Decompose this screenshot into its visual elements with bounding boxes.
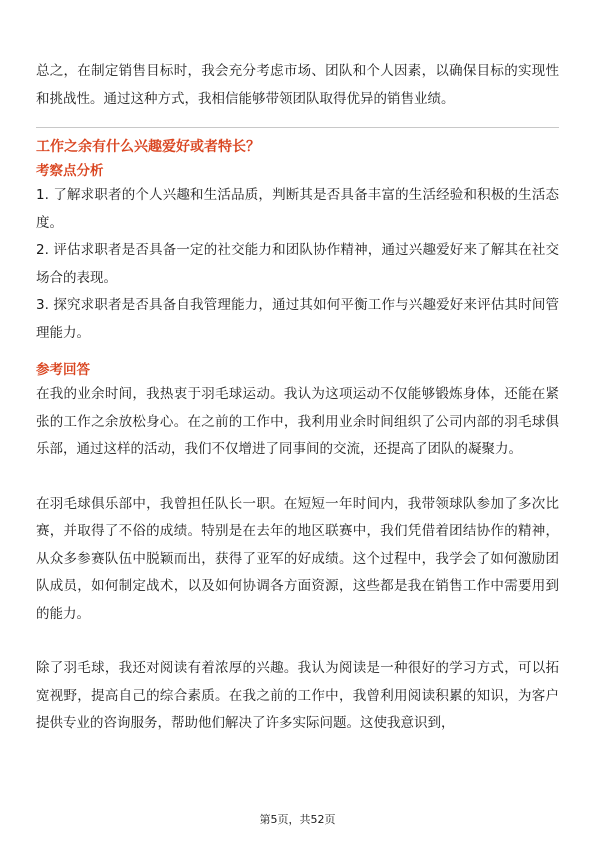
analysis-heading: 考察点分析 bbox=[36, 163, 104, 179]
answer-heading: 参考回答 bbox=[36, 362, 90, 378]
analysis-list bbox=[36, 182, 559, 347]
page-number: 第5页，共52页 bbox=[259, 813, 336, 826]
analysis-item: 1. 了解求职者的个人兴趣和生活品质，判断其是否具备丰富的生活经验和积极的生活态度。 bbox=[36, 187, 559, 231]
section-divider bbox=[36, 127, 559, 128]
answer-paragraph: 除了羽毛球，我还对阅读有着浓厚的兴趣。我认为阅读是一种很好的学习方式，可以拓宽视野，提高自己的综合素质。在我之前的工作中，我曾利用阅读积累的知识，为客户提供专业的咨询服务，帮助他们解决了许多实际问题。这使我意识到， bbox=[36, 660, 559, 731]
paragraph-spacer bbox=[36, 464, 559, 491]
answer-paragraph: 在羽毛球俱乐部中，我曾担任队长一职。在短短一年时间内，我带领球队参加了多次比赛，并取得了不俗的成绩。特别是在去年的地区联赛中，我们凭借着团结协作的精神，从众多参赛队伍中脱颖而出，获得了亚军的好成绩。这个过程中，我学会了如何激励团队成员，如何制定战术，以及如何协调各方面资源，这些都是我在销售工作中需要用到的能力。 bbox=[36, 495, 559, 622]
question-title: 工作之余有什么兴趣爱好或者特长？ bbox=[36, 139, 260, 155]
answer-body bbox=[36, 381, 559, 738]
page-content bbox=[36, 58, 559, 738]
analysis-item: 3. 探究求职者是否具备自我管理能力，通过其如何平衡工作与兴趣爱好来评估其时间管理能力。 bbox=[36, 297, 559, 341]
analysis-item: 2. 评估求职者是否具备一定的社交能力和团队协作精神，通过兴趣爱好来了解其在社交场合的表现。 bbox=[36, 242, 559, 286]
answer-paragraph: 在我的业余时间，我热衷于羽毛球运动。我认为这项运动不仅能够锻炼身体，还能在紧张的工作之余放松身心。在之前的工作中，我利用业余时间组织了公司内部的羽毛球俱乐部，通过这样的活动，我们不仅增进了同事间的交流，还提高了团队的凝聚力。 bbox=[36, 386, 559, 457]
paragraph-spacer bbox=[36, 628, 559, 655]
intro-paragraph: 总之，在制定销售目标时，我会充分考虑市场、团队和个人因素，以确保目标的实现性和挑战性。通过这种方式，我相信能够带领团队取得优异的销售业绩。 bbox=[36, 63, 559, 107]
